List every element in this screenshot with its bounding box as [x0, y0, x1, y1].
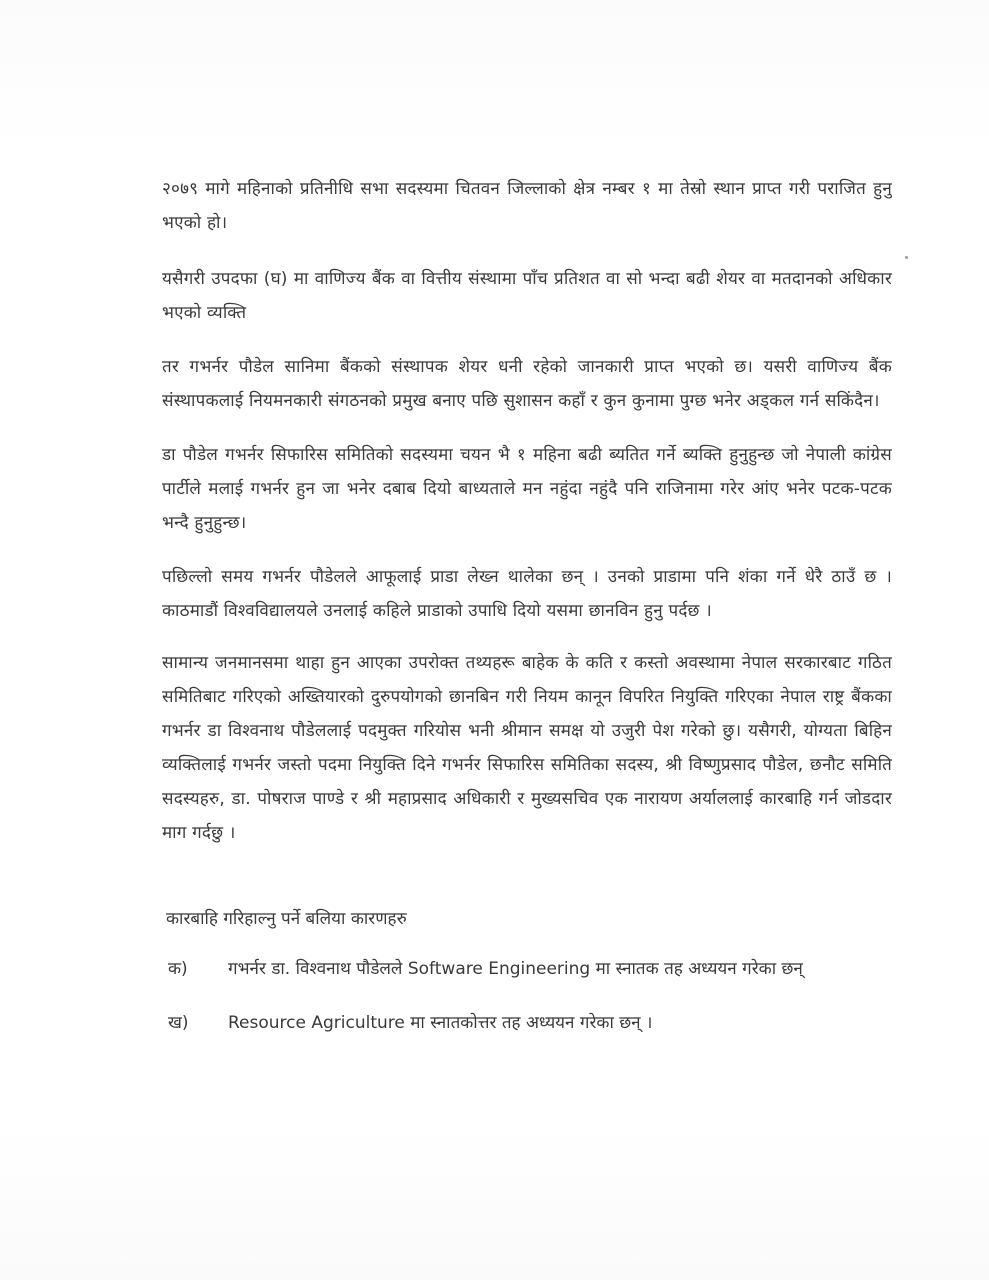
paragraph-sanima-shareholder: तर गभर्नर पौडेल सानिमा बैंकको संस्थापक शेयर धनी रहेको जानकारी प्राप्त भएको छ। यसरी वाणिज्य बैंक संस्थापकलाई नियमनकारी संगठनको प्रमुख बनाए पछि सुशासन कहाँ र कुन कुनामा पुग्छ भनेर अड्कल गर्न सकिंदैन।: [162, 357, 892, 411]
list-text: Resource Agriculture मा स्नातकोत्तर तह अध्ययन गरेका छन् ।: [228, 1013, 653, 1033]
list-item: [162, 952, 892, 986]
reasons-heading: कारबाहि गरिहाल्नु पर्ने बलिया कारणहरु: [166, 909, 407, 929]
document-body: [162, 172, 892, 1060]
paragraph-selection-committee: डा पौडेल गभर्नर सिफारिस समितिको सदस्यमा चयन भै १ महिना बढी ब्यतित गर्ने ब्यक्ति हुनुहुन्छ जो नेपाली कांग्रेस पार्टीले मलाई गभर्नर हुन जा भनेर दबाब दियो बाध्यताले मन नहुंदा नहुंदै पनि राजिनामा गरेर आंए भनेर पटक-पटक भन्दै हुनुहुन्छ।: [162, 445, 892, 533]
list-text: गभर्नर डा. विश्वनाथ पौडेलले Software Engineering मा स्नातक तह अध्ययन गरेका छन्: [228, 959, 803, 979]
list-item: [162, 1006, 892, 1040]
paragraph-prada-title: पछिल्लो समय गभर्नर पौडेलले आफूलाई प्राडा लेख्न थालेका छन् । उनको प्राडामा पनि शंका गर्ने धेरै ठाउँ छ । काठमाडौं विश्वविद्यालयले उनलाई कहिले प्राडाको उपाधि दियो यसमा छानविन हुनु पर्दछ ।: [162, 567, 892, 621]
list-marker: क): [168, 959, 188, 979]
paragraph-subsection-gha: यसैगरी उपदफा (घ) मा वाणिज्य बैंक वा वित्तीय संस्थामा पाँच प्रतिशत वा सो भन्दा बढी शेयर वा मतदानको अधिकार भएको व्यक्ति: [162, 269, 892, 323]
paragraph-complaint-demand: सामान्य जनमानसमा थाहा हुन आएका उपरोक्त तथ्यहरू बाहेक के कति र कस्तो अवस्थामा नेपाल सरकारबाट गठित समितिबाट गरिएको अख्तियारको दुरुपयोगको छानबिन गरी नियम कानून विपरित नियुक्ति गरिएका नेपाल राष्ट्र बैंकका गभर्नर डा विश्वनाथ पौडेललाई पदमुक्त गरियोस भनी श्रीमान समक्ष यो उजुरी पेश गरेको छु। यसैगरी, योग्यता बिहिन व्यक्तिलाई गभर्नर जस्तो पदमा नियुक्ति दिने गभर्नर सिफारिस समितिका सदस्य, श्री विष्णुप्रसाद पौडेल, छनौट समिति सदस्यहरु, डा. पोषराज पाण्डे र श्री महाप्रसाद अधिकारी र मुख्यसचिव एक नारायण अर्याललाई कारबाहि गर्न जोडदार माग गर्दछु ।: [162, 653, 892, 843]
reasons-list: [162, 952, 892, 1040]
scan-speck: [905, 256, 908, 259]
paragraph-election-result: २०७९ मागे महिनाको प्रतिनीधि सभा सदस्यमा चितवन जिल्लाको क्षेत्र नम्बर १ मा तेस्रो स्थान प्राप्त गरी पराजित हुनु भएको हो।: [162, 179, 892, 233]
list-marker: ख): [168, 1013, 189, 1033]
